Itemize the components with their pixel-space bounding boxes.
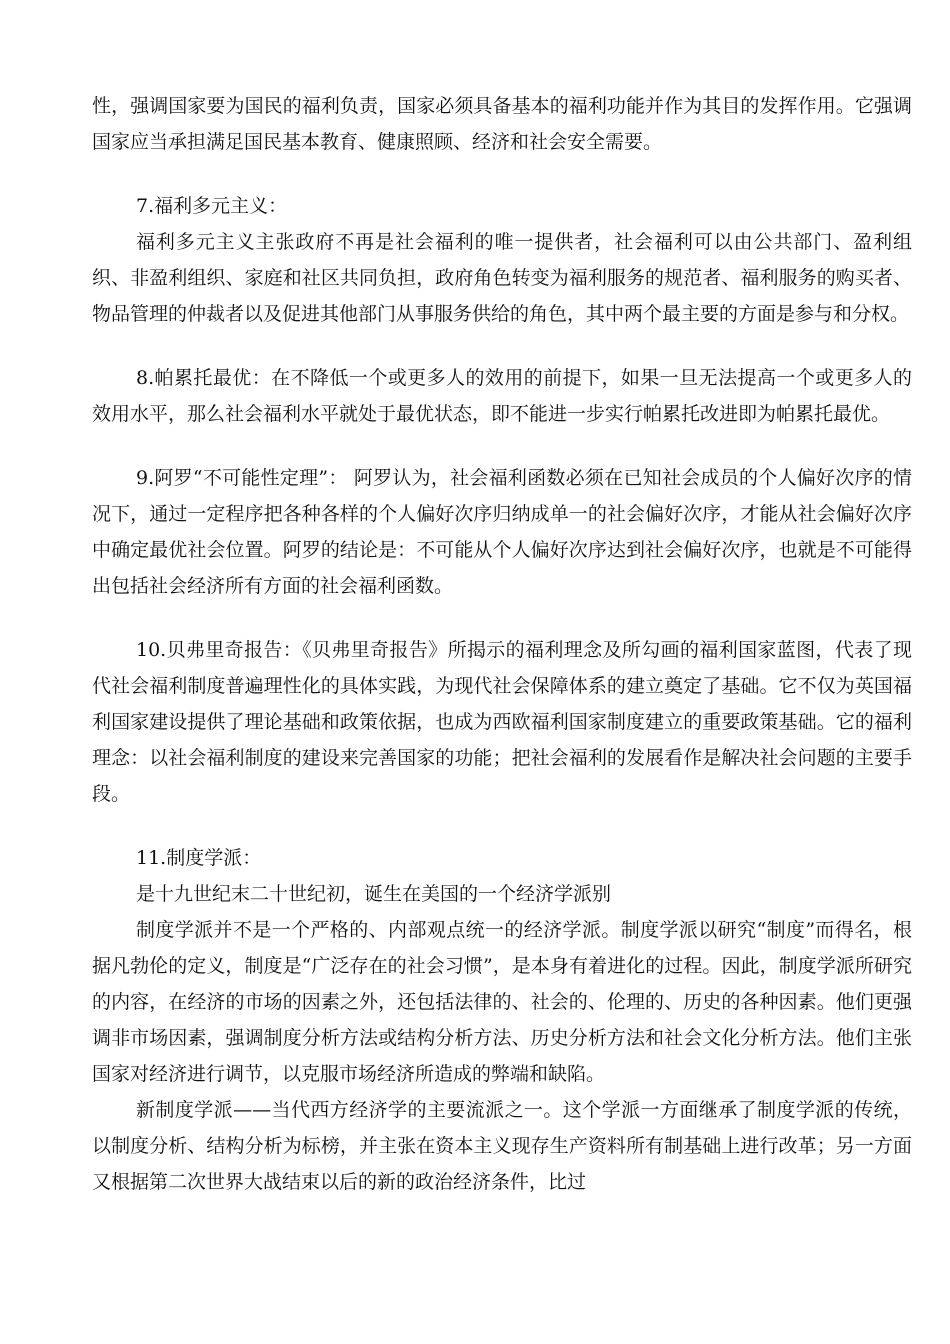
paragraph-gap: [92, 604, 912, 632]
paragraph-beveridge-report: 10.贝弗里奇报告：《贝弗里奇报告》所揭示的福利理念及所勾画的福利国家蓝图，代表了现代社会福利制度普遍理性化的具体实践，为现代社会保障体系的建立奠定了基础。它不仅为英国福利国家建设提供了理论基础和政策依据，也成为西欧福利国家制度建立的重要政策基础。它的福利理念：以社会福利制度的建设来完善国家的功能；把社会福利的发展看作是解决社会问题的主要手段。: [92, 639, 912, 805]
heading-institutional-school: 11.制度学派：: [136, 847, 262, 869]
paragraph-gap: [92, 160, 912, 188]
paragraph-gap: [92, 432, 912, 460]
paragraph-institutional-school: 制度学派并不是一个严格的、内部观点统一的经济学派。制度学派以研究“制度”而得名，根据凡勃伦的定义，制度是“广泛存在的社会习惯”，是本身有着进化的过程。因此，制度学派所研究的内容，在经济的市场的因素之外，还包括法律的、社会的、伦理的、历史的各种因素。他们更强调非市场因素，强调制度分析方法或结构分析方法、历史分析方法和社会文化分析方法。他们主张国家对经济进行调节，以克服市场经济所造成的弊端和缺陷。: [92, 919, 912, 1085]
paragraph-gap: [92, 332, 912, 360]
paragraph-pareto-optimality: 8.帕累托最优：在不降低一个或更多人的效用的前提下，如果一旦无法提高一个或更多人的效用水平，那么社会福利水平就处于最优状态，即不能进一步实行帕累托改进即为帕累托最优。: [92, 367, 912, 425]
paragraph-welfare-pluralism: 福利多元主义主张政府不再是社会福利的唯一提供者，社会福利可以由公共部门、盈利组织、非盈利组织、家庭和社区共同负担，政府角色转变为福利服务的规范者、福利服务的购买者、物品管理的仲裁者以及促进其他部门从事服务供给的角色，其中两个最主要的方面是参与和分权。: [92, 231, 912, 325]
paragraph-welfare-state-continued: 性，强调国家要为国民的福利负责，国家必须具备基本的福利功能并作为其目的发挥作用。它强调国家应当承担满足国民基本教育、健康照顾、经济和社会安全需要。: [92, 95, 912, 153]
paragraph-new-institutional-school: 新制度学派——当代西方经济学的主要流派之一。这个学派一方面继承了制度学派的传统，以制度分析、结构分析为标榜，并主张在资本主义现存生产资料所有制基础上进行改革；另一方面又根据第二次世界大战结束以后的新的政治经济条件，比过: [92, 1099, 912, 1193]
paragraph-arrow-impossibility: 9.阿罗“不可能性定理”： 阿罗认为，社会福利函数必须在已知社会成员的个人偏好次序的情况下，通过一定程序把各种各样的个人偏好次序归纳成单一的社会偏好次序，才能从社会偏好次序中确定最优社会位置。阿罗的结论是：不可能从个人偏好次序达到社会偏好次序，也就是不可能得出包括社会经济所有方面的社会福利函数。: [92, 467, 912, 597]
heading-welfare-pluralism: 7.福利多元主义：: [136, 195, 288, 217]
document-page: [92, 88, 912, 1200]
paragraph-institutional-origin: 是十九世纪末二十世纪初，诞生在美国的一个经济学派别: [136, 883, 612, 905]
paragraph-gap: [92, 812, 912, 840]
